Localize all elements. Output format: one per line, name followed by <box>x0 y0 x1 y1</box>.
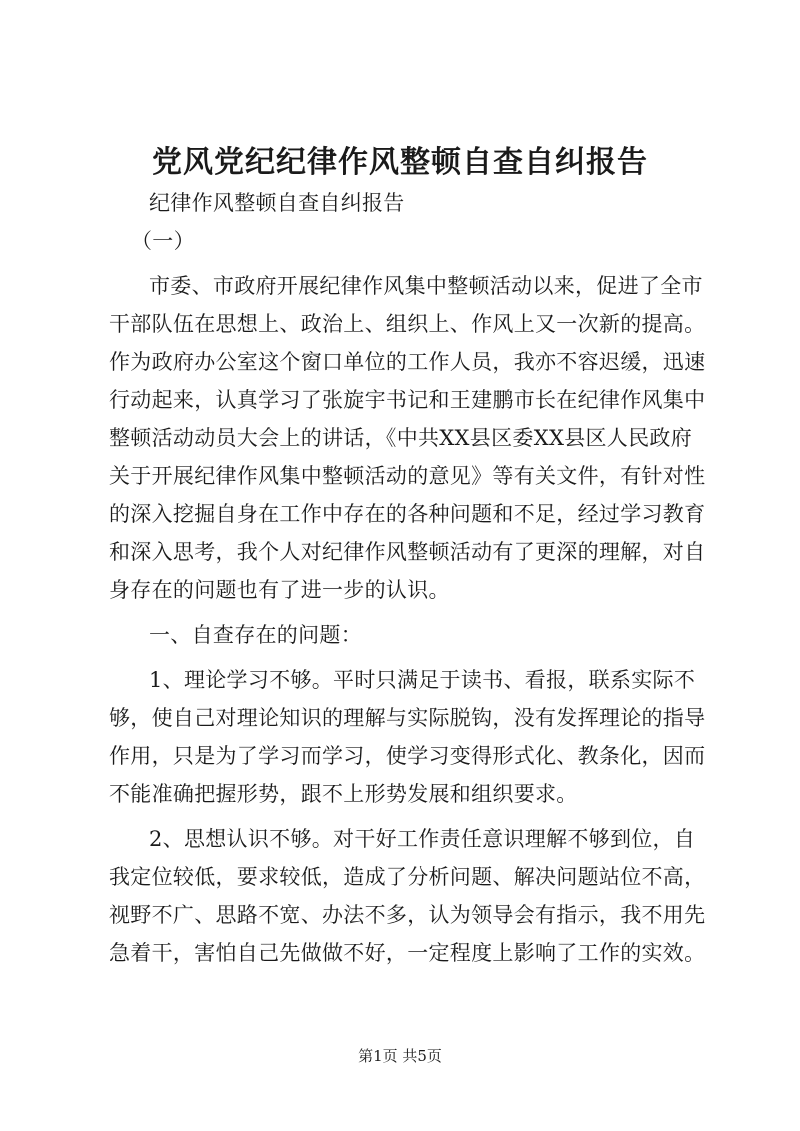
document-body <box>109 184 719 972</box>
paragraph-line: 身存在的问题也有了进一步的认识。 <box>109 578 450 602</box>
paragraph-1 <box>109 267 719 609</box>
paragraph-line: 的深入挖掘自身在工作中存在的各种问题和不足，经过学习教育 <box>109 502 706 526</box>
section-marker: （一） <box>131 229 195 253</box>
subtitle: 纪律作风整顿自查自纠报告 <box>149 191 405 215</box>
paragraph-line: 够，使自己对理论知识的理解与实际脱钩，没有发挥理论的指导 <box>109 706 706 730</box>
paragraph-line: 干部队伍在思想上、政治上、组织上、作风上又一次新的提高。 <box>109 312 706 336</box>
paragraph-line: 和深入思考，我个人对纪律作风整顿活动有了更深的理解，对自 <box>109 540 706 564</box>
section-heading: 一、自查存在的问题： <box>149 623 362 647</box>
paragraph-line: 市委、市政府开展纪律作风集中整顿活动以来，促进了全市 <box>149 274 703 298</box>
paragraph-line: 视野不广、思路不宽、办法不多，认为领导会有指示，我不用先 <box>109 903 706 927</box>
paragraph-line: 2、思想认识不够。对干好工作责任意识理解不够到位，自 <box>149 827 696 851</box>
page-footer: 第1页 共5页 <box>358 1047 442 1065</box>
paragraph-line: 行动起来，认真学习了张旋宇书记和王建鹏市长在纪律作风集中 <box>109 388 706 412</box>
paragraph-line: 1、理论学习不够。平时只满足于读书、看报，联系实际不 <box>149 668 696 692</box>
item-1 <box>109 661 719 813</box>
document-title: 党风党纪纪律作风整顿自查自纠报告 <box>152 145 648 180</box>
paragraph-line: 不能准确把握形势，跟不上形势发展和组织要求。 <box>109 782 578 806</box>
item-2 <box>109 820 719 972</box>
paragraph-line: 整顿活动动员大会上的讲话，《中共XX县区委XX县区人民政府 <box>109 426 692 450</box>
paragraph-line: 我定位较低，要求较低，造成了分析问题、解决问题站位不高， <box>109 865 706 889</box>
paragraph-line: 急着干，害怕自己先做做不好，一定程度上影响了工作的实效。 <box>109 941 706 965</box>
paragraph-line: 作用，只是为了学习而学习，使学习变得形式化、教条化，因而 <box>109 744 706 768</box>
paragraph-line: 作为政府办公室这个窗口单位的工作人员，我亦不容迟缓，迅速 <box>109 350 706 374</box>
paragraph-line: 关于开展纪律作风集中整顿活动的意见》等有关文件，有针对性 <box>109 464 706 488</box>
